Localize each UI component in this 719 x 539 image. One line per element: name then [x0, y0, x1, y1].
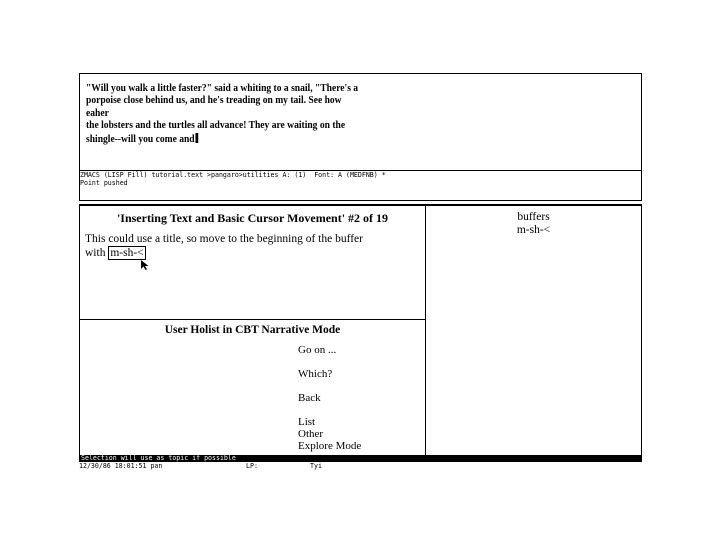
mouse-pointer-icon — [140, 259, 150, 271]
editor-line: porpoise close behind us, and he's treading on my tail. See how eaher — [86, 95, 342, 119]
editor-pane[interactable] — [79, 73, 642, 171]
narrative-title: User Holist in CBT Narrative Mode — [164, 324, 341, 336]
tutorial-body — [85, 233, 415, 260]
key-command-box[interactable]: m-sh-< — [110, 246, 144, 259]
who-line — [79, 462, 642, 471]
editor-line — [86, 133, 362, 146]
lp-label: LP: — [246, 462, 258, 470]
status-message: Selection will use as topic if possible — [81, 454, 236, 462]
menu-list[interactable]: List — [298, 416, 316, 428]
editor-line: "Will you walk a little faster?" said a whiting to a snail, "There's a — [86, 83, 359, 94]
narrative-pane — [79, 319, 426, 456]
editor-line-text: shingle--will you come and — [86, 133, 195, 145]
tutorial-with: with — [85, 246, 106, 259]
editor-line: the lobsters and the turtles all advance! They are waiting on the — [86, 120, 346, 132]
menu-back[interactable]: Back — [298, 392, 321, 404]
keys-binding[interactable]: m-sh-< — [516, 224, 551, 236]
menu-which[interactable]: Which? — [298, 368, 333, 380]
tutorial-pane — [79, 204, 426, 320]
tutorial-line: This could use a title, so move to the beginning of the buffer — [85, 233, 363, 245]
minibuffer: Point pushed — [80, 179, 128, 187]
tyi-label: Tyi — [310, 462, 322, 470]
datetime: 12/30/86 18:01:51 pan — [79, 462, 163, 470]
menu-explore-mode[interactable]: Explore Mode — [298, 440, 362, 452]
mode-line-area — [79, 170, 642, 201]
text-cursor — [196, 133, 199, 143]
keys-pane — [425, 204, 642, 456]
editor-text[interactable] — [86, 83, 362, 146]
tutorial-line — [85, 247, 415, 261]
tutorial-title: 'Inserting Text and Basic Cursor Movement' #2 of 19 — [116, 211, 389, 225]
menu-other[interactable]: Other — [298, 428, 324, 440]
keys-topic[interactable]: buffers — [517, 211, 550, 223]
mode-line: ZMACS (LISP Fill) tutorial.text >pangaro>utilities A: (1) Font: A (MEDFNB) * — [80, 171, 386, 179]
menu-go-on[interactable]: Go on ... — [298, 344, 337, 356]
status-bar — [79, 455, 642, 462]
